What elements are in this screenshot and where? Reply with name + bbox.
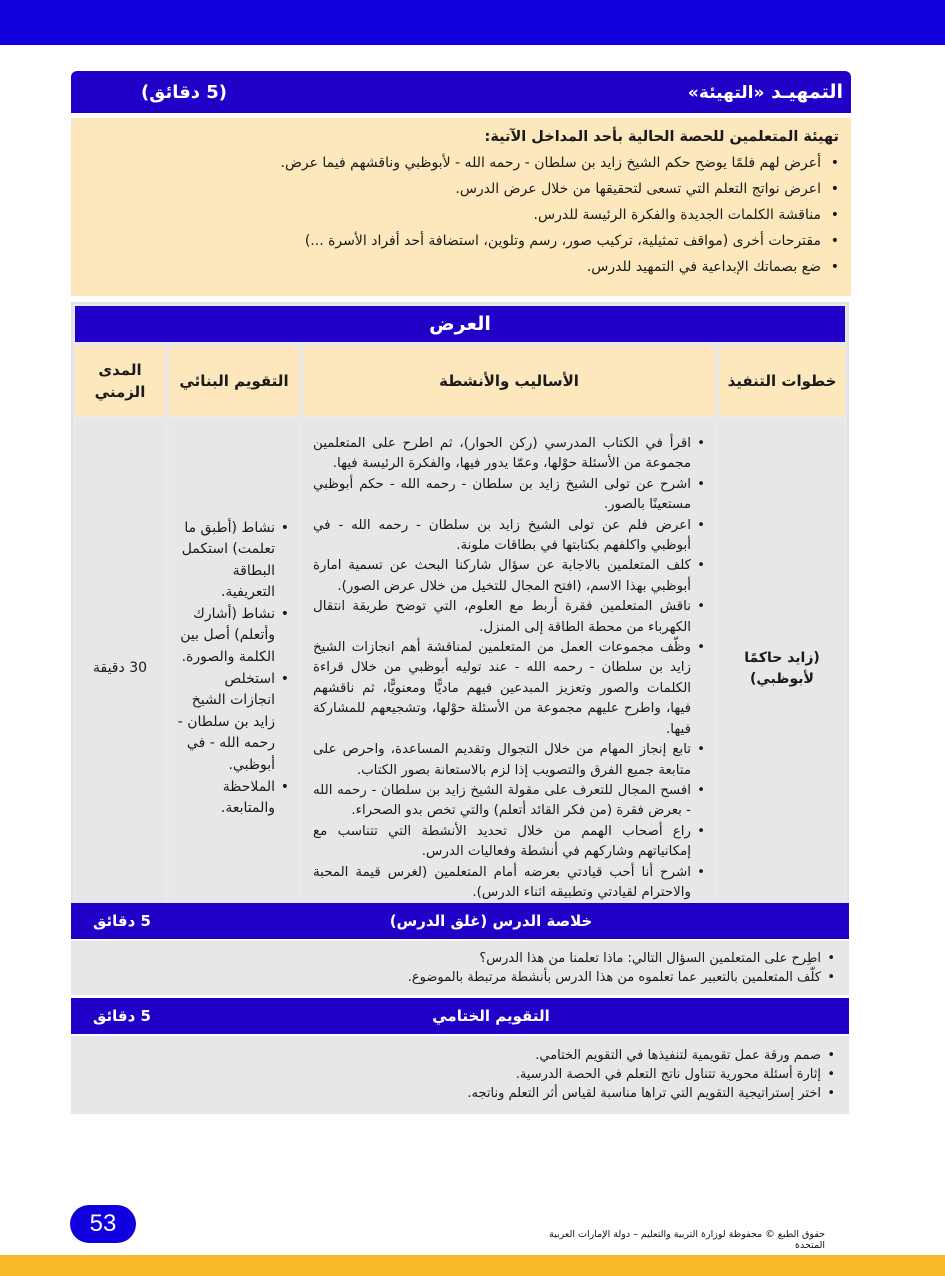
activity-item: • اشرح أنا أحب قيادتي بعرضه أمام المتعلمين (لغرس قيمة المحبة والاحترام لقيادتي وتطبيقه اثناء الدرس). bbox=[313, 863, 705, 904]
intro-item: • مناقشة الكلمات الجديدة والفكرة الرئيسة للدرس. bbox=[81, 202, 839, 228]
activity-item: • راع أصحاب الهمم من خلال تحديد الأنشطة التي تتناسب مع إمكانياتهم وشاركهم في أنشطة وفعاليات الدرس. bbox=[313, 822, 705, 863]
final-assessment-list bbox=[85, 1046, 835, 1103]
final-assessment-item: • إثارة أسئلة محورية تتناول ناتج التعلم في الحصة الدرسية. bbox=[85, 1065, 835, 1084]
duration-cell: 30 دقيقة bbox=[73, 418, 167, 919]
intro-header bbox=[71, 71, 851, 113]
column-header-steps: خطوات التنفيذ bbox=[717, 344, 847, 418]
column-header-formative: التقويم البنائي bbox=[167, 344, 301, 418]
intro-body bbox=[71, 118, 851, 296]
closure-body bbox=[71, 941, 849, 995]
closure-header bbox=[71, 903, 849, 939]
activity-item: • اشرح عن تولى الشيخ زايد بن سلطان - رحمه الله - حكم أبوظبي مستعينًا بالصور. bbox=[313, 475, 705, 516]
intro-item: • مقترحات أخرى (مواقف تمثيلية، تركيب صور، رسم وتلوين، استضافة أحد أفراد الأسرة ...) bbox=[81, 228, 839, 254]
intro-title bbox=[688, 81, 843, 103]
activities-list bbox=[303, 420, 715, 917]
intro-item: • ضع بصماتك الإبداعية في التمهيد للدرس. bbox=[81, 254, 839, 280]
column-header-activities: الأساليب والأنشطة bbox=[301, 344, 717, 418]
formative-item: • استخلص انجازات الشيخ زايد بن سلطان - رحمه الله - في أبوظبي. bbox=[177, 669, 289, 777]
final-assessment-body bbox=[71, 1036, 849, 1114]
closure-title: خلاصة الدرس (غلق الدرس) bbox=[389, 912, 593, 930]
top-banner bbox=[0, 0, 945, 45]
bottom-banner bbox=[0, 1255, 945, 1276]
presentation-title: العرض bbox=[73, 304, 847, 344]
activity-item: • اعرض فلم عن تولى الشيخ زايد بن سلطان - رحمه الله - في أبوظبي واكلفهم بكتابتها في بطاقات ملونة. bbox=[313, 516, 705, 557]
intro-duration: (5 دقائق) bbox=[141, 81, 228, 103]
intro-item: • اعرض نواتج التعلم التي تسعى لتحقيقها من خلال عرض الدرس. bbox=[81, 176, 839, 202]
formative-item: • نشاط (أطبق ما تعلمت) استكمل البطاقة التعريفية. bbox=[177, 518, 289, 604]
steps-cell: (زايد حاكمًا لأبوظبي) bbox=[717, 418, 847, 919]
activity-item: • ناقش المتعلمين فقرة أربط مع العلوم، التي توضح طريقة انتقال الكهرباء من محطة الطاقة إلى المنزل. bbox=[313, 597, 705, 638]
formative-item: • نشاط (أشارك وأتعلم) أصل بين الكلمة والصورة. bbox=[177, 604, 289, 669]
final-assessment-title: التقويم الختامي bbox=[432, 1007, 550, 1025]
formative-list bbox=[169, 518, 299, 820]
activity-item: • كلف المتعلمين بالاجابة عن سؤال شاركنا البحث عن تسمية امارة أبوظبي بهذا الاسم، (افتح المجال للتخيل من خلال عرض الصور). bbox=[313, 556, 705, 597]
closure-duration: 5 دقائق bbox=[93, 912, 151, 930]
intro-title-quoted: «التهيئة» bbox=[687, 83, 765, 103]
activity-item: • افسح المجال للتعرف على مقولة الشيخ زايد بن سلطان - رحمه الله - بعرض فقرة (من فكر القائد أتعلم) والتي تخص بدو الصحراء. bbox=[313, 781, 705, 822]
final-assessment-item: • اختر إستراتيجية التقويم التي تراها مناسبة لقياس أثر التعلم وناتجه. bbox=[85, 1084, 835, 1103]
intro-list bbox=[81, 150, 839, 280]
presentation-table bbox=[71, 302, 849, 921]
page-number: 53 bbox=[70, 1205, 136, 1243]
closure-item: • اطِرح على المتعلمين السؤال التالي: ماذا تعلمنا من هذا الدرس؟ bbox=[85, 949, 835, 968]
activity-item: • اقرأ في الكتاب المدرسي (ركن الحوار)، ثم اطرح على المتعلمين مجموعة من الأسئلة حوْلها، وعمّا يدور فيها، والفكرة الرئيسة فيها. bbox=[313, 434, 705, 475]
activity-item: • تابع إنجاز المهام من خلال التجوال وتقديم المساعدة، واحرص على متابعة جميع الفرق والتصويب إذا لزم بالاستعانة بصور الكتاب. bbox=[313, 740, 705, 781]
intro-item: • أعرض لهم فلمًا يوضح حكم الشيخ زايد بن سلطان - رحمه الله - لأبوظبي وناقشهم فيما عرض. bbox=[81, 150, 839, 176]
column-header-duration: المدى الزمني bbox=[73, 344, 167, 418]
final-assessment-item: • صمم ورقة عمل تقويمية لتنفيذها في التقويم الختامي. bbox=[85, 1046, 835, 1065]
final-assessment-header bbox=[71, 998, 849, 1034]
formative-item: • الملاحظة والمتابعة. bbox=[177, 777, 289, 820]
formative-cell bbox=[167, 418, 301, 919]
closure-list bbox=[85, 949, 835, 987]
activity-item: • وظّف مجموعات العمل من المتعلمين لمناقشة أهم انجازات الشيخ زايد بن سلطان - رحمه الله - عند توليه أبوظبي من خلال قراءة الكلمات والصور وتعزيز المبدعين فيهم ماديًّا ومعنويًّا، ثم ناقشهم فيها، واطرح عليهم مجموعة من الأسئلة حوْلها، وتشجيعهم للمشاركة فيها. bbox=[313, 638, 705, 740]
activities-cell bbox=[301, 418, 717, 919]
closure-item: • كلّف المتعلمين بالتعبير عما تعلموه من هذا الدرس بأنشطة مرتبطة بالموضوع. bbox=[85, 968, 835, 987]
copyright-notice: حقوق الطبع © محفوظة لوزارة التربية والتعليم – دولة الإمارات العربية المتحدة bbox=[549, 1229, 825, 1251]
final-assessment-duration: 5 دقائق bbox=[93, 1007, 151, 1025]
intro-lead: تهيئة المتعلمين للحصة الحالية بأحد المداخل الآتية: bbox=[484, 129, 839, 145]
intro-title-text: التمهيـد bbox=[771, 81, 843, 103]
